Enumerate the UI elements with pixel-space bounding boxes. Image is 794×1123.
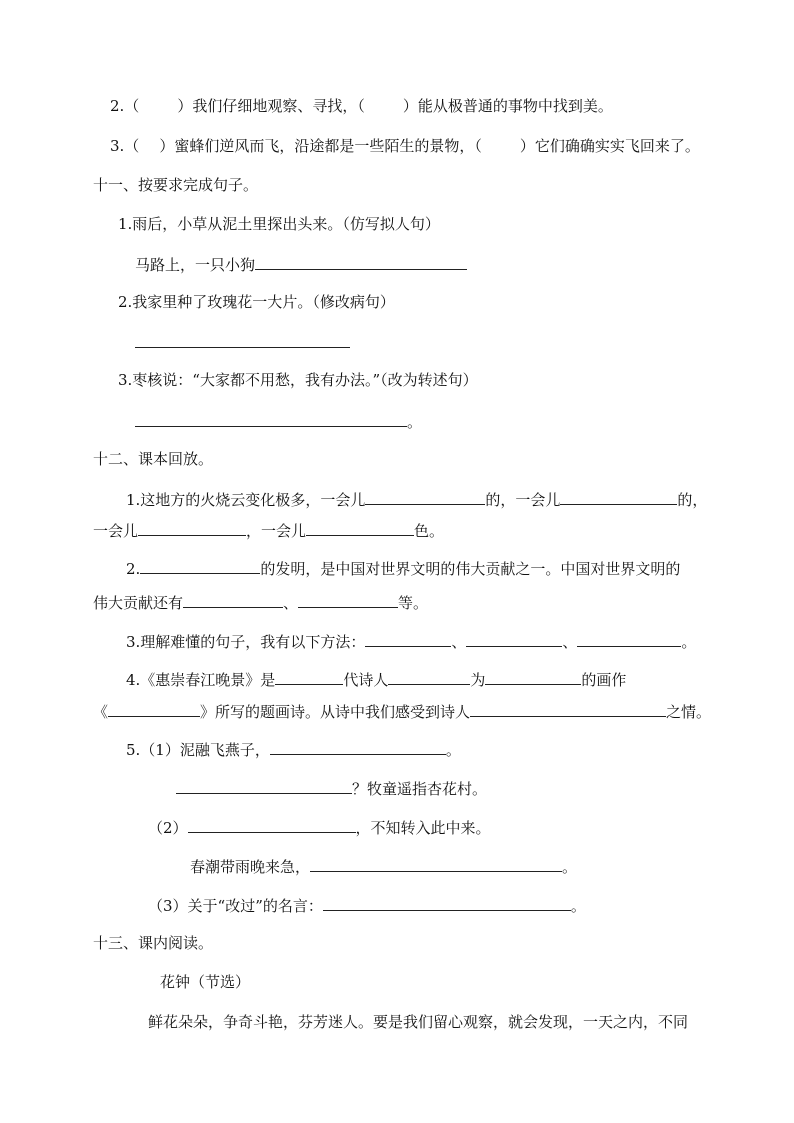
answer-blank[interactable] (577, 630, 681, 647)
text: 、 (562, 633, 578, 651)
q12-2 (126, 557, 680, 577)
text: 伟大贡献还有 (93, 594, 184, 612)
section-12-heading: 十二、课本回放。 (93, 450, 214, 468)
answer-blank[interactable] (275, 668, 343, 685)
section-13-heading: 十三、课内阅读。 (93, 934, 214, 952)
text: ）能从极普通的事物中找到美。 (402, 97, 613, 115)
answer-blank[interactable] (135, 331, 350, 348)
answer-blank[interactable] (270, 738, 446, 755)
text: 。 (681, 633, 697, 651)
q11-3-answer (135, 410, 422, 430)
answer-blank[interactable] (560, 488, 677, 505)
q11-2: 2.我家里种了玫瑰花一大片。（修改病句） (118, 293, 395, 311)
answer-blank[interactable] (140, 557, 260, 574)
text: 》所写的题画诗。从诗中我们感受到诗人 (200, 703, 471, 721)
answer-blank[interactable] (138, 519, 246, 536)
text: 。 (407, 413, 423, 431)
answer-blank[interactable] (365, 488, 485, 505)
text: 1.这地方的火烧云变化极多，一会儿 (126, 491, 366, 509)
section-11-heading: 十一、按要求完成句子。 (93, 176, 259, 194)
answer-blank[interactable] (188, 816, 356, 833)
text: 。 (570, 897, 586, 915)
q11-1-answer (135, 253, 467, 273)
q12-1 (126, 488, 707, 508)
q12-5-3 (148, 894, 586, 914)
text: ，一会儿 (246, 522, 307, 540)
sentence-3 (110, 136, 700, 156)
q11-2-answer (135, 331, 350, 351)
answer-blank[interactable] (108, 700, 200, 717)
text: 3.理解难懂的句子，我有以下方法： (126, 633, 366, 651)
q12-4-cont (93, 700, 711, 720)
text: 代诗人 (343, 671, 389, 689)
q12-5-1 (126, 738, 461, 758)
text: 、 (283, 594, 299, 612)
q12-1-cont (93, 519, 444, 539)
text: 色。 (414, 522, 445, 540)
answer-blank[interactable] (255, 253, 467, 270)
answer-blank[interactable] (183, 591, 283, 608)
text: 3.（ (110, 137, 140, 155)
text: （3）关于“改过”的名言： (148, 897, 323, 915)
q12-3 (126, 630, 696, 650)
text: 为 (470, 671, 486, 689)
answer-blank[interactable] (298, 591, 398, 608)
q11-3: 3.枣核说：“大家都不用愁，我有办法。”（改为转述句） (118, 371, 478, 389)
answer-blank[interactable] (466, 630, 562, 647)
text: ，不知转入此中来。 (355, 819, 491, 837)
text: 5.（1）泥融飞燕子， (126, 741, 270, 759)
text: 2.（ (110, 97, 140, 115)
sentence-2 (110, 96, 613, 116)
text: ）它们确确实实飞回来了。 (519, 137, 700, 155)
q12-5-1-cont (176, 777, 487, 797)
answer-blank[interactable] (388, 668, 470, 685)
q12-5-2-cont (190, 855, 577, 875)
answer-blank[interactable] (485, 668, 581, 685)
answer-blank[interactable] (135, 410, 407, 427)
text: 。 (562, 858, 578, 876)
passage-title: 花钟（节选） (160, 973, 251, 991)
q12-5-2 (148, 816, 491, 836)
text: 之情。 (666, 703, 712, 721)
text: 2. (126, 560, 141, 578)
text: ）我们仔细地观察、寻找，（ (177, 97, 365, 115)
text: 一会儿 (93, 522, 139, 540)
text: 马路上，一只小狗 (135, 256, 256, 274)
answer-blank[interactable] (365, 630, 451, 647)
q12-4 (126, 668, 626, 688)
text: ？牧童遥指杏花村。 (352, 780, 488, 798)
passage-paragraph: 鲜花朵朵，争奇斗艳，芬芳迷人。要是我们留心观察，就会发现，一天之内，不同 (148, 1013, 689, 1031)
text: 的，一会儿 (485, 491, 561, 509)
text: 4.《惠崇春江晚景》是 (126, 671, 276, 689)
text: （2） (148, 819, 188, 837)
text: 。 (445, 741, 461, 759)
answer-blank[interactable] (176, 777, 352, 794)
answer-blank[interactable] (310, 855, 562, 872)
answer-blank[interactable] (323, 894, 571, 911)
text: 春潮带雨晚来急， (190, 858, 311, 876)
text: 的， (677, 491, 708, 509)
q11-1: 1.雨后，小草从泥土里探出头来。（仿写拟人句） (118, 215, 440, 233)
text: 等。 (398, 594, 429, 612)
text: 的画作 (581, 671, 627, 689)
text: 的发明，是中国对世界文明的伟大贡献之一。中国对世界文明的 (260, 560, 681, 578)
text: 《 (93, 703, 109, 721)
text: 、 (451, 633, 467, 651)
q12-2-cont (93, 591, 428, 611)
answer-blank[interactable] (470, 700, 666, 717)
text: ）蜜蜂们逆风而飞，沿途都是一些陌生的景物，（ (159, 137, 482, 155)
answer-blank[interactable] (306, 519, 414, 536)
